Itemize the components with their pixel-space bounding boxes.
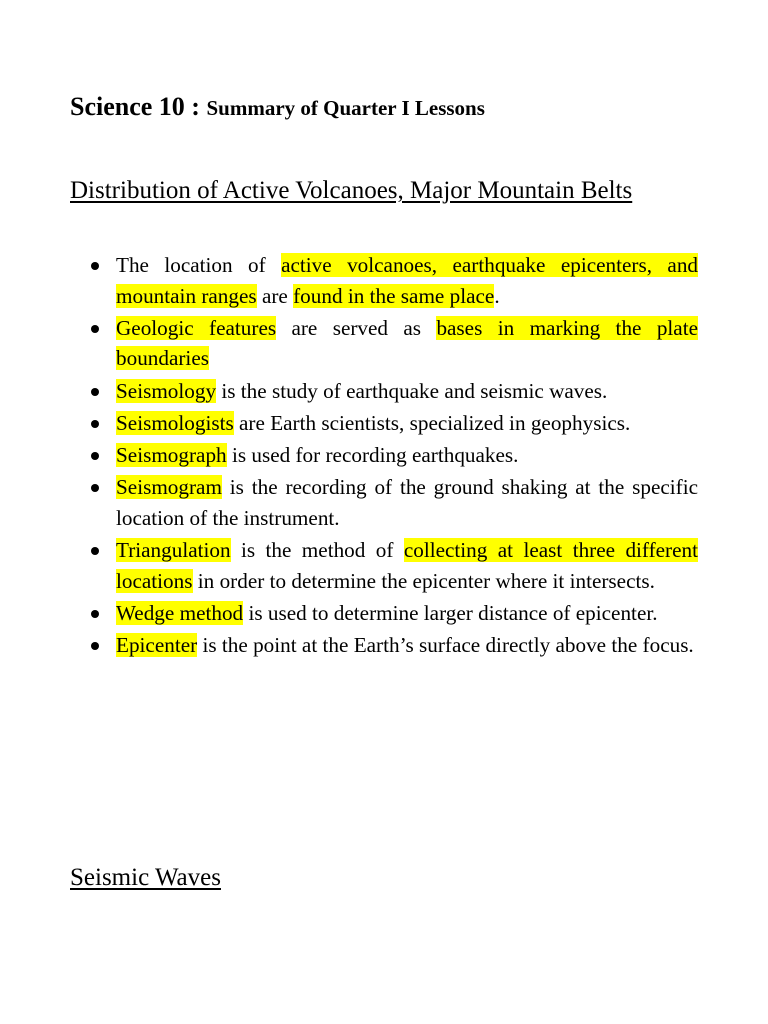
bullet-text: . <box>494 283 500 308</box>
highlighted-text: Seismogram <box>116 475 222 500</box>
bullet-item <box>88 440 698 471</box>
document-title <box>70 86 485 126</box>
bullet-item <box>88 408 698 439</box>
highlighted-text: Triangulation <box>116 537 231 562</box>
bullet-item <box>88 250 698 311</box>
bullet-item <box>88 376 698 407</box>
highlighted-text: active volcanoes, earthquake epicenters, and mountain ranges <box>116 253 699 308</box>
highlighted-text: collecting at least three different locations <box>116 537 698 593</box>
bullet-list <box>88 250 698 662</box>
title-main: Science 10 : <box>70 92 207 121</box>
section-heading-volcanoes: Distribution of Active Volcanoes, Major Mountain Belts <box>70 177 633 204</box>
bullet-item <box>88 630 698 661</box>
title-subtitle: Summary of Quarter I Lessons <box>206 96 485 120</box>
bullet-text: are Earth scientists, specialized in geophysics. <box>233 410 631 435</box>
highlighted-text: Seismograph <box>116 442 227 467</box>
bullet-text: The location of <box>116 253 282 277</box>
highlighted-text: Epicenter <box>116 632 198 657</box>
bullet-text: is used to determine larger distance of epicenter. <box>243 600 658 625</box>
bullet-text: are served as <box>276 315 437 340</box>
bullet-text: in order to determine the epicenter where it intersects. <box>192 568 655 593</box>
bullet-item <box>88 598 698 629</box>
highlighted-text: Seismology <box>116 378 217 403</box>
bullet-item <box>88 313 698 374</box>
section-heading-seismic-waves: Seismic Waves <box>70 864 221 891</box>
highlighted-text: Wedge method <box>116 600 244 625</box>
bullet-text: is the point at the Earth’s surface directly above the focus. <box>197 632 694 657</box>
bullet-text: is the method of <box>230 537 404 562</box>
highlighted-text: found in the same place <box>293 283 495 308</box>
bullet-text: is used for recording earthquakes. <box>226 442 519 467</box>
highlighted-text: Geologic features <box>116 315 277 340</box>
highlighted-text: Seismologists <box>116 410 234 435</box>
highlighted-text: bases in marking the plate boundaries <box>116 315 698 371</box>
bullet-item <box>88 472 698 533</box>
bullet-item <box>88 535 698 596</box>
bullet-text: is the recording of the ground shaking at the specific location of the instrument. <box>116 475 698 530</box>
bullet-text: is the study of earthquake and seismic waves. <box>216 378 608 403</box>
bullet-text: are <box>256 283 294 308</box>
